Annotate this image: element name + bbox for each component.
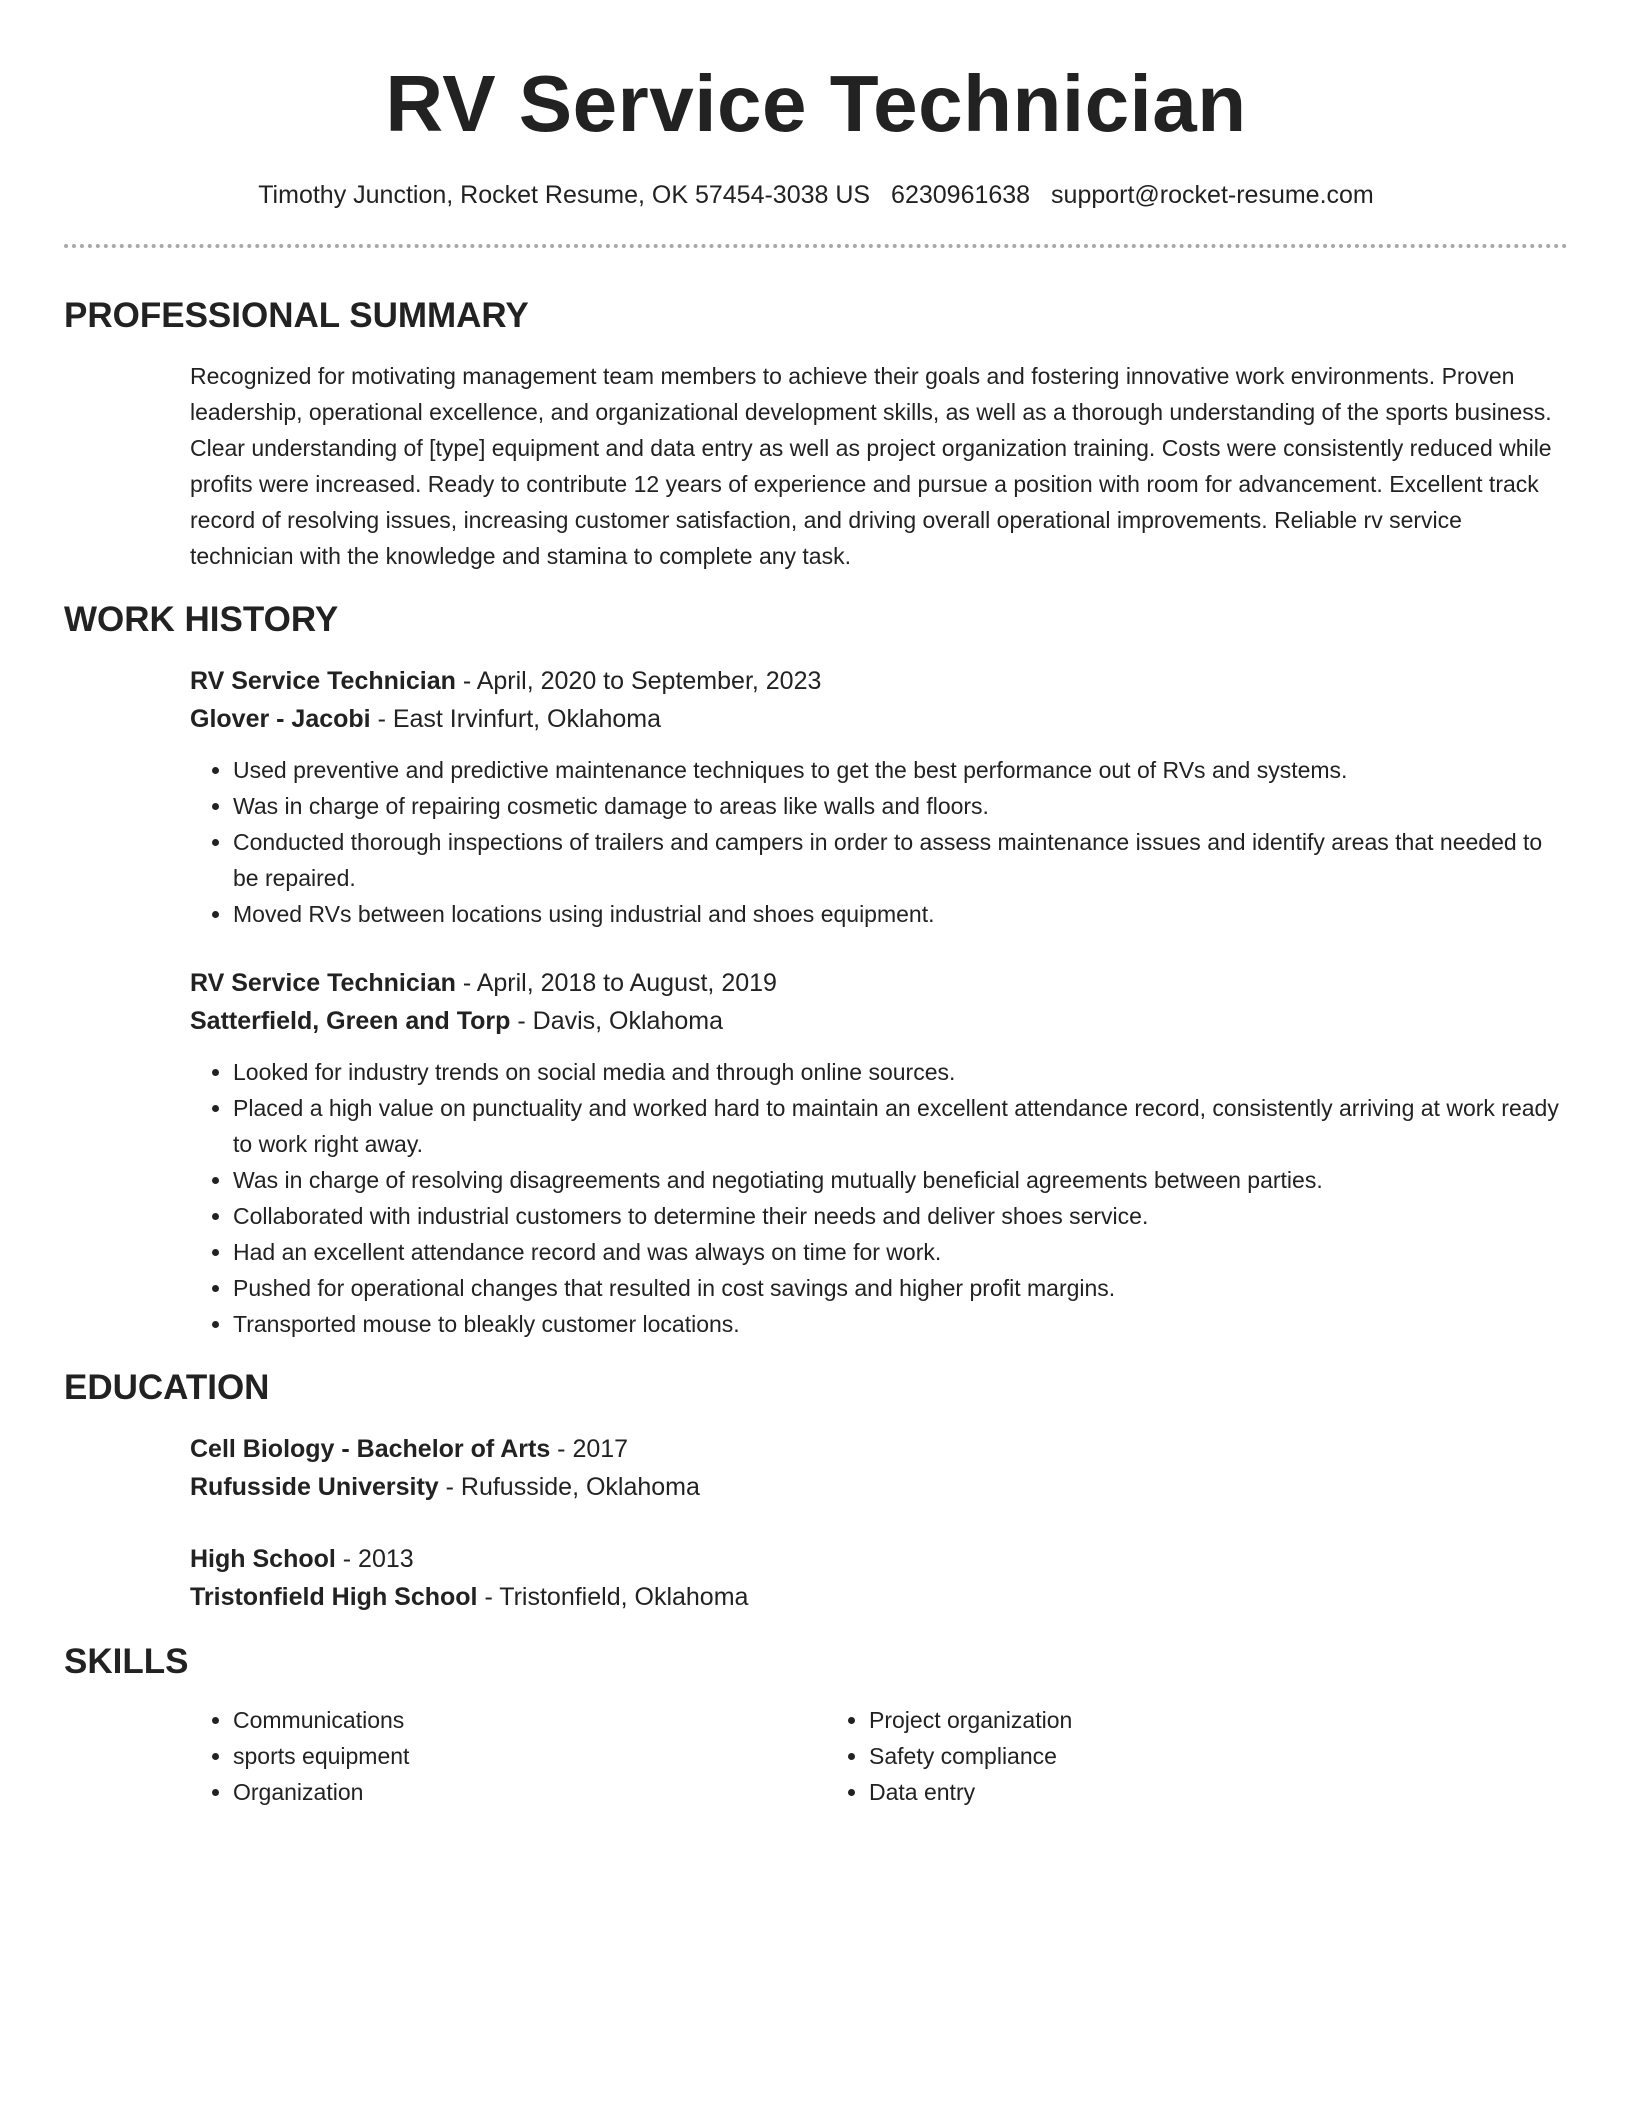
degree-line	[190, 1430, 1568, 1468]
header-divider	[64, 244, 1568, 248]
contact-line	[64, 178, 1568, 212]
resume-title: RV Service Technician	[385, 59, 1247, 148]
job-bullet: • Transported mouse to bleakly customer locations.	[233, 1306, 1568, 1342]
school-name: Rufusside University	[190, 1473, 439, 1501]
education-entry	[190, 1540, 1568, 1616]
skills-section	[64, 1640, 1568, 1810]
graduation-year: - 2013	[335, 1545, 414, 1573]
job-bullets	[190, 1054, 1568, 1342]
job-bullet: • Placed a high value on punctuality and worked hard to maintain an excellent attendance record, consistently arriving at work ready to work right away.	[233, 1090, 1568, 1162]
school-line	[190, 1578, 1568, 1616]
job-bullet: • Moved RVs between locations using industrial and shoes equipment.	[233, 896, 1568, 932]
skill-item: • Communications	[233, 1702, 826, 1738]
degree: High School	[190, 1545, 336, 1573]
education-entry	[190, 1430, 1568, 1506]
job-bullet: • Had an excellent attendance record and was always on time for work.	[233, 1234, 1568, 1270]
skill-item: • Safety compliance	[869, 1738, 1386, 1774]
education-section	[64, 1366, 1568, 1616]
resume-page	[64, 0, 1568, 1810]
job-bullet: • Was in charge of repairing cosmetic damage to areas like walls and floors.	[233, 788, 1568, 824]
job-bullet: • Conducted thorough inspections of trailers and campers in order to assess maintenance issues and identify areas that needed to be repaired.	[233, 824, 1568, 896]
job-bullet: • Looked for industry trends on social media and through online sources.	[233, 1054, 1568, 1090]
job-company: Satterfield, Green and Torp	[190, 1007, 511, 1035]
job-company-line	[190, 1002, 1568, 1040]
skills-column-right	[826, 1702, 1386, 1810]
job-title-line	[190, 964, 1568, 1002]
work-history-section	[64, 598, 1568, 1342]
degree: Cell Biology - Bachelor of Arts	[190, 1435, 551, 1463]
summary-section	[64, 294, 1568, 574]
skills-grid	[190, 1702, 1568, 1810]
summary-heading: PROFESSIONAL SUMMARY	[64, 296, 529, 335]
school-name: Tristonfield High School	[190, 1583, 478, 1611]
work-history-heading: WORK HISTORY	[64, 600, 339, 639]
job-dates: - April, 2020 to September, 2023	[455, 667, 822, 695]
job-company: Glover - Jacobi	[190, 705, 371, 733]
skill-item: • Organization	[233, 1774, 826, 1810]
school-line	[190, 1468, 1568, 1506]
contact-email: support@rocket-resume.com	[1051, 181, 1374, 209]
job-bullet: • Used preventive and predictive maintenance techniques to get the best performance out of RVs and systems.	[233, 752, 1568, 788]
job-bullet: • Pushed for operational changes that resulted in cost savings and higher profit margins.	[233, 1270, 1568, 1306]
summary-text: Recognized for motivating management team members to achieve their goals and fostering innovative work environments. Proven leadership, operational excellence, and organizational development skills, as well as a thorough understanding of the sports business. Clear understanding of [type] equipment and data entry as well as project organization training. Costs were consistently reduced while profits were increased. Ready to contribute 12 years of experience and pursue a position with room for advancement. Excellent track record of resolving issues, increasing customer satisfaction, and driving overall operational improvements. Reliable rv service technician with the knowledge and stamina to complete any task.	[190, 363, 1552, 569]
job-entry	[190, 662, 1568, 932]
job-bullet: • Collaborated with industrial customers to determine their needs and deliver shoes service.	[233, 1198, 1568, 1234]
job-bullets	[190, 752, 1568, 932]
education-heading: EDUCATION	[64, 1368, 270, 1407]
skills-heading: SKILLS	[64, 1642, 189, 1681]
skill-item: • Project organization	[869, 1702, 1386, 1738]
job-location: - East Irvinfurt, Oklahoma	[370, 705, 661, 733]
contact-phone: 6230961638	[891, 181, 1031, 209]
graduation-year: - 2017	[550, 1435, 629, 1463]
job-title: RV Service Technician	[190, 667, 456, 695]
job-entry	[190, 964, 1568, 1342]
job-company-line	[190, 700, 1568, 738]
job-title: RV Service Technician	[190, 969, 456, 997]
school-location: - Tristonfield, Oklahoma	[477, 1583, 749, 1611]
contact-address: Timothy Junction, Rocket Resume, OK 57454-3038 US	[258, 181, 871, 209]
job-title-line	[190, 662, 1568, 700]
job-location: - Davis, Oklahoma	[510, 1007, 723, 1035]
job-bullet: • Was in charge of resolving disagreements and negotiating mutually beneficial agreements between parties.	[233, 1162, 1568, 1198]
degree-line	[190, 1540, 1568, 1578]
skills-column-left	[190, 1702, 826, 1810]
skill-item: • sports equipment	[233, 1738, 826, 1774]
skill-item: • Data entry	[869, 1774, 1386, 1810]
job-dates: - April, 2018 to August, 2019	[455, 969, 777, 997]
school-location: - Rufusside, Oklahoma	[438, 1473, 700, 1501]
